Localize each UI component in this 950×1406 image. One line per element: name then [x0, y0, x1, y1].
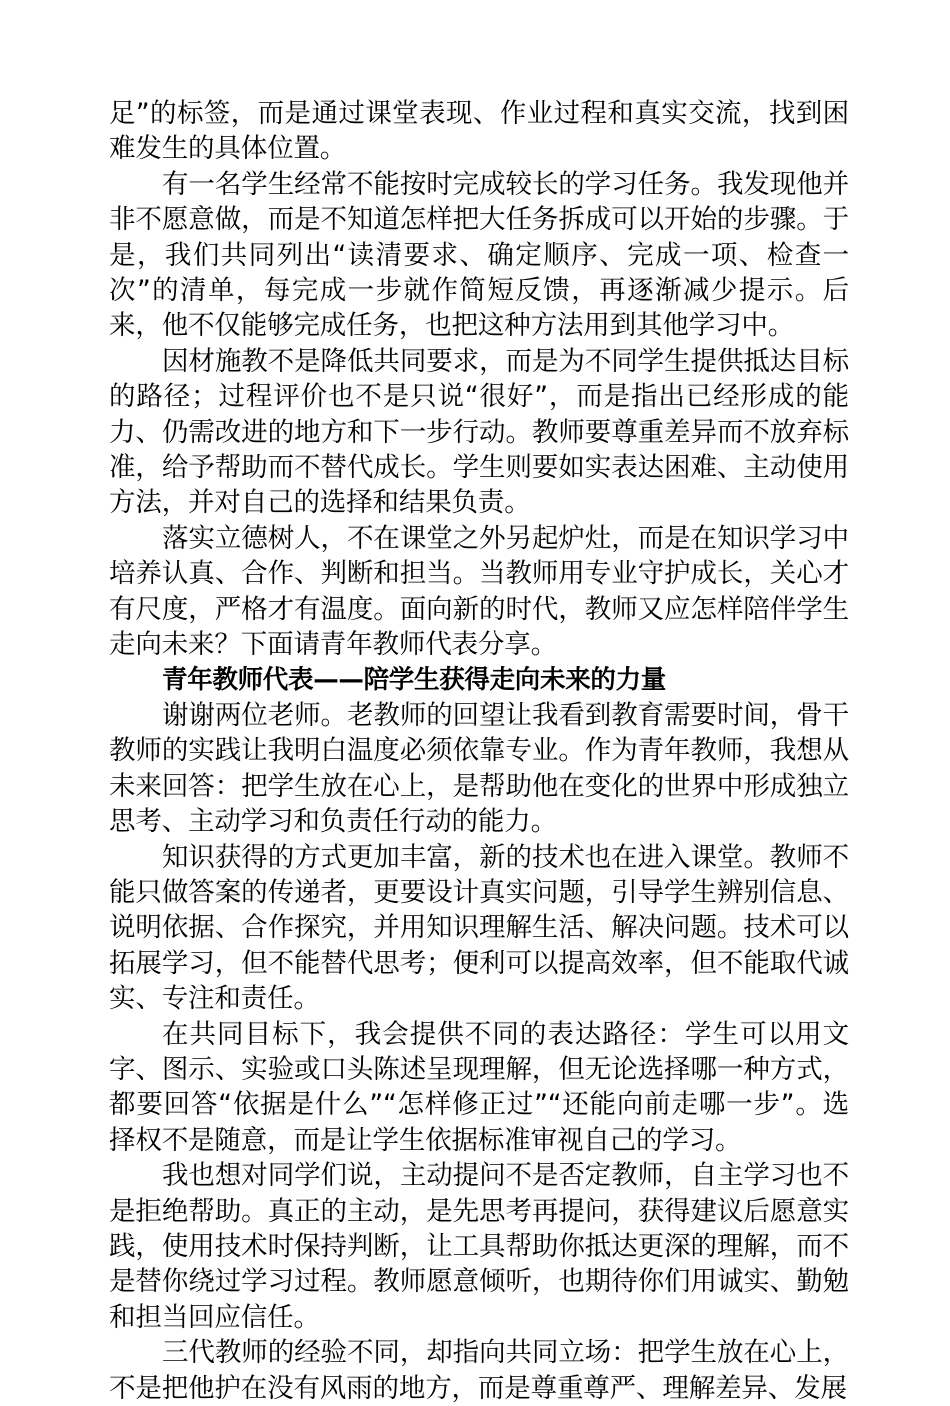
- paragraph-moral-education: 落实立德树人，不在课堂之外另起炉灶，而是在知识学习中培养认真、合作、判断和担当。当教师用专业守护成长，关心才有尺度，严格才有温度。面向新的时代，教师又应怎样陪伴学生走向未来？下面请青年教师代表分享。: [109, 522, 849, 661]
- document-body: [109, 96, 849, 1406]
- paragraph-message-to-students: 我也想对同学们说，主动提问不是否定教师，自主学习也不是拒绝帮助。真正的主动，是先思考再提问，获得建议后愿意实践，使用技术时保持判断，让工具帮助你抵达更深的理解，而不是替你绕过学习过程。教师愿意倾听，也期待你们用诚实、勤勉和担当回应信任。: [109, 1160, 849, 1333]
- section-heading: 青年教师代表——陪学生获得走向未来的力量: [162, 664, 667, 695]
- paragraph-technology: 知识获得的方式更加丰富，新的技术也在进入课堂。教师不能只做答案的传递者，更要设计真实问题，引导学生辨别信息、说明依据、合作探究，并用知识理解生活、解决问题。技术可以拓展学习，但不能替代思考；便利可以提高效率，但不能取代诚实、专注和责任。: [109, 841, 849, 1015]
- paragraph-continued: 足”的标签，而是通过课堂表现、作业过程和真实交流，找到困难发生的具体位置。: [109, 98, 849, 165]
- paragraph-young-teacher-intro: 谢谢两位老师。老教师的回望让我看到教育需要时间，骨干教师的实践让我明白温度必须依靠专业。作为青年教师，我想从未来回答：把学生放在心上，是帮助他在变化的世界中形成独立思考、主动学习和负责任行动的能力。: [109, 699, 849, 838]
- paragraph-differentiated-teaching: 因材施教不是降低共同要求，而是为不同学生提供抵达目标的路径；过程评价也不是只说“很好”，而是指出已经形成的能力、仍需改进的地方和下一步行动。教师要尊重差异而不放弃标准，给予帮助而不替代成长。学生则要如实表达困难、主动使用方法，并对自己的选择和结果负责。: [109, 345, 849, 519]
- paragraph-expression-paths: 在共同目标下，我会提供不同的表达路径：学生可以用文字、图示、实验或口头陈述呈现理解，但无论选择哪一种方式，都要回答“依据是什么”“怎样修正过”“还能向前走哪一步”。选择权不是随意，而是让学生依据标准审视自己的学习。: [109, 1018, 849, 1156]
- paragraph-three-generations: 三代教师的经验不同，却指向共同立场：把学生放在心上，不是把他护在没有风雨的地方，而是尊重尊严、理解差异、发展: [109, 1337, 849, 1404]
- paragraph-task-breakdown: 有一名学生经常不能按时完成较长的学习任务。我发现他并非不愿意做，而是不知道怎样把大任务拆成可以开始的步骤。于是，我们共同列出“读清要求、确定顺序、完成一项、检查一次”的清单，每完成一步就作简短反馈，再逐渐减少提示。后来，他不仅能够完成任务，也把这种方法用到其他学习中。: [109, 168, 849, 342]
